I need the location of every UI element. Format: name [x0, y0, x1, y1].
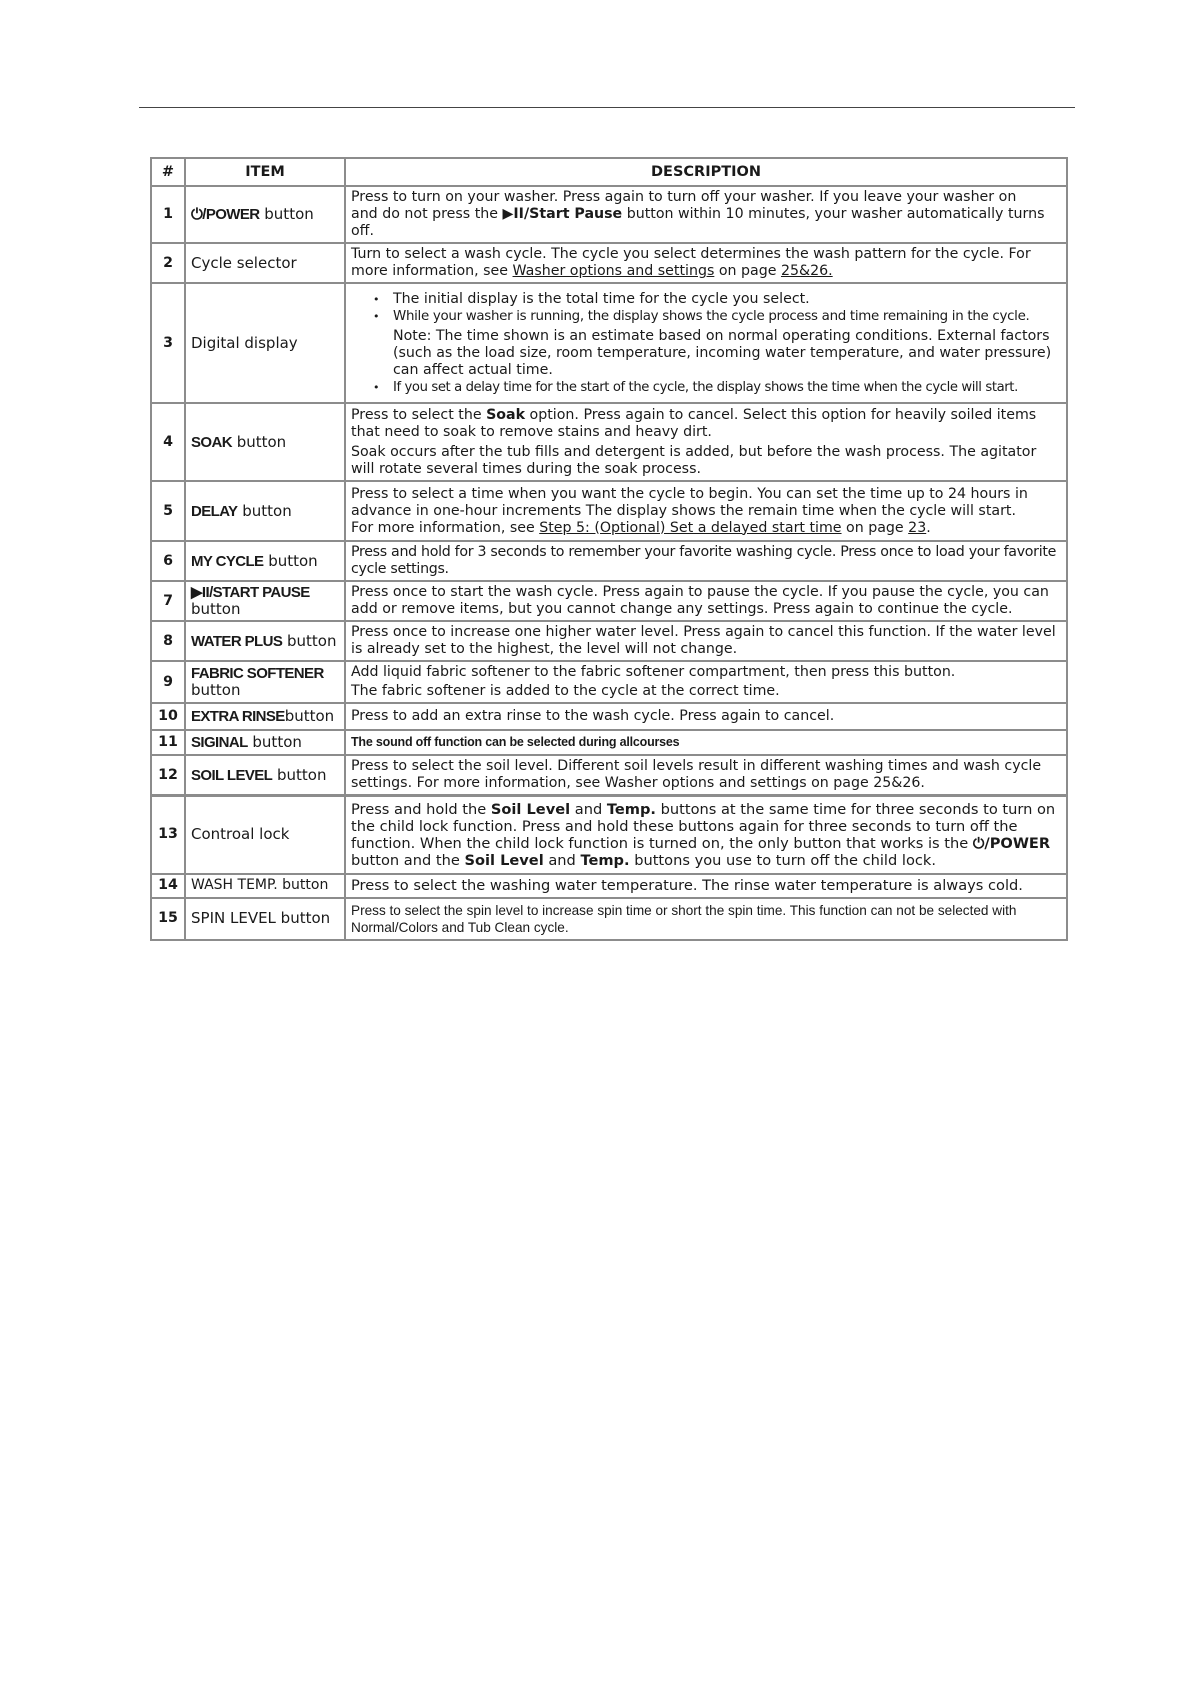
desc-text: Soak occurs after the tub fills and detergent is added, but before the wash process. The agitator will rotate several times during the soak process.	[351, 443, 1037, 477]
table-header-row	[151, 158, 1067, 186]
description-cell: The sound off function can be selected during allcourses	[345, 730, 1067, 755]
desc-bold: Temp.	[580, 851, 630, 869]
item-bold: /POWER	[202, 206, 260, 223]
controls-table	[150, 157, 1068, 941]
desc-text: more information, see	[351, 263, 513, 279]
power-icon: ⏻	[972, 834, 985, 852]
desc-text: For more information, see	[351, 519, 540, 536]
description-cell	[345, 661, 1067, 703]
item-rest: button	[231, 432, 287, 451]
table-row	[151, 661, 1067, 703]
item-rest: button	[259, 205, 314, 223]
description-cell: Press and hold for 3 seconds to remember your favorite washing cycle. Press once to load your favorite cycle settings.	[345, 541, 1067, 581]
row-number: 7	[151, 581, 185, 621]
bullet-item: • While your washer is running, the display shows the cycle process and time remaining in the cycle.	[393, 308, 1061, 325]
item-bold: EXTRA RINSE	[191, 708, 285, 725]
item-bold: SIGINAL	[191, 734, 248, 751]
table-row	[151, 621, 1067, 661]
item-cell: WASH TEMP. button	[185, 874, 345, 898]
item-cell	[185, 403, 345, 481]
description-cell: Press to select the spin level to increase spin time or short the spin time. This function can not be selected with Normal/Colors and Tub Clean cycle.	[345, 898, 1067, 940]
desc-text: buttons at the same time for three seconds to turn on the child lock function. Press and hold these buttons again for three seconds to turn off the function. When the child lock function is turned on, the only button that works is the	[351, 800, 1056, 852]
table-row	[151, 403, 1067, 481]
desc-bold: Soil Level	[490, 800, 571, 818]
row-number: 10	[151, 703, 185, 730]
item-cell	[185, 481, 345, 541]
desc-text: and	[570, 800, 607, 818]
desc-bold: ▶II/Start Pause	[502, 206, 623, 222]
item-rest: button	[284, 707, 335, 725]
desc-text: Add liquid fabric softener to the fabric softener compartment, then press this button.	[351, 664, 956, 680]
item-cell: Cycle selector	[185, 243, 345, 283]
header-num: #	[151, 158, 185, 186]
description-cell: Press once to increase one higher water level. Press again to cancel this function. If the water level is already set to the highest, the level will not change.	[345, 621, 1067, 661]
desc-page-link[interactable]: 25&26.	[780, 263, 833, 279]
bullet-item: • The initial display is the total time for the cycle you select.	[393, 291, 1061, 308]
desc-text: Turn to select a wash cycle. The cycle you select determines the wash pattern for the cycle. For	[351, 246, 1031, 262]
row-number: 6	[151, 541, 185, 581]
table-row	[151, 481, 1067, 541]
description-cell	[345, 481, 1067, 541]
item-bold: SOAK	[191, 433, 232, 451]
item-cell: SPIN LEVEL button	[185, 898, 345, 940]
item-bold: MY CYCLE	[191, 552, 264, 570]
desc-text: on page	[714, 263, 781, 279]
table-row	[151, 541, 1067, 581]
table-row	[151, 796, 1067, 874]
description-cell	[345, 403, 1067, 481]
power-icon: ⏻	[191, 206, 203, 223]
item-bold: DELAY	[191, 502, 238, 520]
row-number: 5	[151, 481, 185, 541]
row-number: 14	[151, 874, 185, 898]
desc-text: Press and hold the	[351, 800, 491, 818]
table-row	[151, 755, 1067, 796]
description-cell: Press once to start the wash cycle. Press again to pause the cycle. If you pause the cycle, you can add or remove items, but you cannot change any settings. Press again to continue the cycle.	[345, 581, 1067, 621]
desc-text: on page	[841, 519, 909, 536]
item-cell	[185, 621, 345, 661]
row-number: 15	[151, 898, 185, 940]
table-row	[151, 243, 1067, 283]
desc-text: Press to select the	[351, 406, 487, 423]
item-rest: button	[263, 551, 318, 570]
row-number: 1	[151, 186, 185, 243]
row-number: 8	[151, 621, 185, 661]
table-row	[151, 186, 1067, 243]
desc-text: The fabric softener is added to the cycle at the correct time.	[351, 683, 780, 699]
item-bold: WATER PLUS	[191, 632, 283, 650]
item-cell	[185, 661, 345, 703]
item-rest: button	[272, 765, 327, 784]
top-rule	[139, 107, 1075, 108]
row-number: 3	[151, 283, 185, 403]
table-row	[151, 283, 1067, 403]
item-cell: Digital display	[185, 283, 345, 403]
item-rest: button	[282, 631, 337, 650]
row-number: 9	[151, 661, 185, 703]
desc-link[interactable]: Step 5: (Optional) Set a delayed start time	[539, 519, 842, 536]
row-number: 12	[151, 755, 185, 796]
header-item: ITEM	[185, 158, 345, 186]
item-cell	[185, 581, 345, 621]
description-cell: Press to select the washing water temperature. The rinse water temperature is always cold.	[345, 874, 1067, 898]
description-cell: Press to select the soil level. Different soil levels result in different washing times and wash cycle settings. For more information, see Washer options and settings on page 25&26.	[345, 755, 1067, 796]
desc-bold: Soil Level	[464, 851, 544, 869]
header-description: DESCRIPTION	[345, 158, 1067, 186]
table-row	[151, 898, 1067, 940]
desc-text: option. Press again to cancel. Select this option for heavily soiled items that need to soak to remove stains and heavy dirt.	[351, 406, 1037, 440]
row-number: 4	[151, 403, 185, 481]
bullet-item: • If you set a delay time for the start of the cycle, the display shows the time when the cycle will start.	[393, 379, 1061, 396]
description-cell	[345, 796, 1067, 874]
row-number: 13	[151, 796, 185, 874]
desc-text: Press to turn on your washer. Press again to turn off your washer. If you leave your washer on	[351, 189, 1017, 205]
desc-text: and	[543, 851, 581, 869]
table-row	[151, 703, 1067, 730]
row-number: 11	[151, 730, 185, 755]
table-row	[151, 730, 1067, 755]
desc-text: Press to select a time when you want the cycle to begin. You can set the time up to 24 hours in advance in one-hour increments The display shows the remain time when the cycle will start.	[351, 485, 1028, 519]
desc-page-link[interactable]: 23	[908, 519, 927, 536]
desc-link[interactable]: Washer options and settings	[512, 263, 715, 279]
item-rest: button	[237, 501, 292, 520]
item-cell	[185, 703, 345, 730]
row-number: 2	[151, 243, 185, 283]
description-cell: Press to add an extra rinse to the wash cycle. Press again to cancel.	[345, 703, 1067, 730]
item-bold: SOIL LEVEL	[191, 766, 273, 784]
desc-bold: Temp.	[606, 800, 656, 818]
item-bold: FABRIC SOFTENER	[191, 665, 324, 682]
desc-bold: Soak	[486, 406, 526, 423]
bullet-list	[351, 291, 1061, 396]
item-rest: button	[247, 733, 302, 751]
item-bold: ▶II/START PAUSE	[191, 584, 310, 601]
desc-text: and do not press the	[351, 206, 503, 222]
note-item: Note: The time shown is an estimate based on normal operating conditions. External factors (such as the load size, room temperature, incoming water temperature, and water pressure) can affect actual time.	[393, 327, 1052, 378]
desc-text: buttons you use to turn off the child lock.	[629, 851, 936, 869]
description-cell	[345, 283, 1067, 403]
table-row	[151, 581, 1067, 621]
item-cell	[185, 730, 345, 755]
desc-text: .	[926, 519, 931, 536]
description-cell	[345, 186, 1067, 243]
desc-text: button and the	[351, 851, 465, 869]
table-row	[151, 874, 1067, 898]
item-rest: button	[191, 600, 241, 618]
item-cell	[185, 186, 345, 243]
desc-bold: /POWER	[984, 834, 1051, 852]
desc-text: button within 10 minutes, your washer automatically turns off.	[351, 206, 1045, 239]
item-rest: button	[191, 681, 241, 699]
item-cell: Controal lock	[185, 796, 345, 874]
description-cell	[345, 243, 1067, 283]
item-cell	[185, 541, 345, 581]
item-cell	[185, 755, 345, 796]
